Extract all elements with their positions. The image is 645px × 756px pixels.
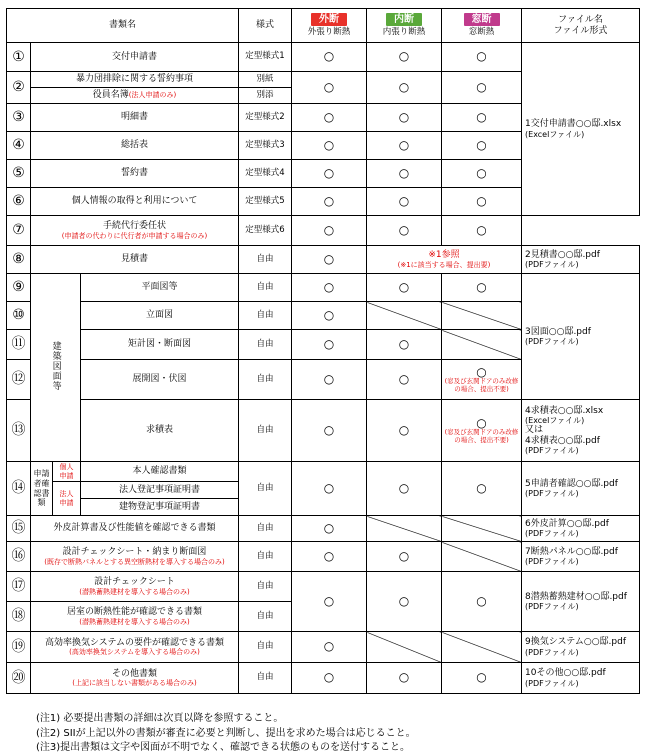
header-file	[522, 9, 640, 43]
corp-text: 法人	[59, 490, 74, 499]
file-name: 9換気システム○○邸.pdf	[525, 637, 627, 648]
row-number: ⑬	[7, 400, 31, 462]
row-number: ⑭	[7, 462, 31, 516]
mark-window: ○	[442, 43, 522, 72]
file-type: (PDFファイル)	[525, 647, 579, 657]
mark-inner: ○	[367, 663, 442, 694]
row-number: ⑲	[7, 632, 31, 663]
doc-name: 平面図等	[81, 274, 239, 302]
file-name: 5申請者確認○○邸.pdf	[525, 478, 618, 489]
doc-name-text: 高効率換気システムの要件が確認できる書類	[44, 637, 225, 648]
row-number: ⑯	[7, 542, 31, 572]
footnotes	[36, 712, 416, 756]
row-number: ②	[7, 72, 31, 104]
mark-window: ○	[442, 274, 522, 302]
file-cell	[522, 43, 640, 216]
doc-style: 自由	[239, 462, 292, 516]
mark-inner: ○	[367, 330, 442, 360]
file-name: 6外皮計算○○邸.pdf	[525, 518, 609, 529]
applicant-docs-group: 申請者確認書類	[31, 462, 53, 516]
mark-outer: ○	[292, 104, 367, 132]
file-name: 4求積表○○邸.xlsx	[525, 405, 604, 416]
doc-name	[31, 663, 239, 694]
header-doc-name: 書類名	[7, 9, 239, 43]
mark-outer: ○	[292, 632, 367, 663]
corp-label	[53, 482, 81, 516]
doc-note: (高効率換気システムを導入する場合のみ)	[69, 648, 200, 657]
mark-inner: ○	[367, 72, 442, 104]
doc-name: 法人登記事項証明書	[81, 482, 239, 499]
file-cell	[522, 516, 640, 542]
mark-window: ○	[442, 104, 522, 132]
reference-note: ※1参照	[428, 250, 460, 261]
mark-window: ○	[442, 132, 522, 160]
file-cell	[522, 632, 640, 663]
doc-style: 自由	[239, 602, 292, 632]
row-number: ⑮	[7, 516, 31, 542]
doc-name: 明細書	[31, 104, 239, 132]
doc-name	[31, 88, 239, 104]
table-row	[7, 462, 640, 482]
header-window	[442, 9, 522, 43]
table-row	[7, 216, 640, 246]
corp-sub: 申請	[59, 498, 74, 507]
not-applicable-cell	[367, 302, 442, 330]
row-number: ⑪	[7, 330, 31, 360]
file-name: 2見積書○○邸.pdf	[525, 249, 600, 260]
mark-inner: ○	[367, 43, 442, 72]
row-number: ⑳	[7, 663, 31, 694]
mark-outer: ○	[292, 462, 367, 516]
file-cell	[522, 246, 640, 274]
row-number: ⑱	[7, 602, 31, 632]
mark-outer: ○	[292, 663, 367, 694]
doc-name: 誓約書	[31, 160, 239, 188]
doc-name: 求積表	[81, 400, 239, 462]
row-number: ⑧	[7, 246, 31, 274]
mark-window: ○	[476, 365, 487, 380]
doc-name-text: 設計チェックシート・納まり断面図	[62, 547, 207, 558]
file-or: 又は	[525, 425, 544, 436]
doc-style: 自由	[239, 542, 292, 572]
not-applicable-cell	[442, 302, 522, 330]
doc-note: (上記に該当しない書類がある場合のみ)	[72, 679, 197, 688]
row-number: ⑤	[7, 160, 31, 188]
mark-inner: ○	[367, 132, 442, 160]
outer-sub: 外張り断熱	[307, 27, 351, 38]
not-applicable-cell	[442, 516, 522, 542]
table-row	[7, 632, 640, 663]
doc-name: 立面図	[81, 302, 239, 330]
row-number: ④	[7, 132, 31, 160]
doc-name-text: その他書類	[112, 668, 158, 679]
reference-note-cell	[367, 246, 522, 274]
file-type: (PDFファイル)	[525, 260, 579, 270]
file-type: (PDFファイル)	[525, 337, 579, 347]
reference-subnote: (※1に該当する場合、提出要)	[397, 260, 491, 269]
doc-name-text: 設計チェックシート	[94, 577, 175, 588]
mark-inner: ○	[367, 542, 442, 572]
not-applicable-cell	[367, 632, 442, 663]
doc-note: (申請者の代わりに代行者が申請する場合のみ)	[61, 231, 208, 240]
not-applicable-cell	[442, 330, 522, 360]
doc-style: 自由	[239, 572, 292, 602]
mark-outer: ○	[292, 216, 367, 246]
mark-window: ○	[476, 416, 487, 431]
doc-name: 暴力団排除に関する誓約事項	[31, 72, 239, 88]
doc-name: 建物登記事項証明書	[81, 499, 239, 516]
table-row	[7, 572, 640, 602]
not-applicable-cell	[367, 516, 442, 542]
mark-inner: ○	[367, 360, 442, 400]
mark-window: ○	[442, 188, 522, 216]
mark-window: ○	[442, 216, 522, 246]
mark-outer: ○	[292, 302, 367, 330]
doc-style: 定型様式5	[239, 188, 292, 216]
doc-style: 自由	[239, 330, 292, 360]
file-cell	[522, 542, 640, 572]
doc-style: 自由	[239, 516, 292, 542]
doc-name-text: 手続代行委任状	[103, 221, 167, 232]
doc-name: 本人確認書類	[81, 462, 239, 482]
doc-name	[31, 542, 239, 572]
table-row	[7, 542, 640, 572]
mark-window-cell	[442, 400, 522, 462]
doc-name: 総括表	[31, 132, 239, 160]
doc-style: 定型様式3	[239, 132, 292, 160]
header-row	[7, 9, 640, 43]
file-name: 1交付申請書○○邸.xlsx	[525, 119, 622, 130]
mark-window: ○	[442, 572, 522, 632]
doc-note: (既存で断熱パネルとする異空断熱材を導入する場合のみ)	[44, 557, 225, 566]
file-type-alt: (PDFファイル)	[525, 446, 579, 456]
table-row	[7, 663, 640, 694]
mark-outer: ○	[292, 360, 367, 400]
file-type: (Excelファイル)	[525, 416, 585, 426]
not-applicable-cell	[442, 542, 522, 572]
file-name: 3図面○○邸.pdf	[525, 326, 591, 337]
file-type: (PDFファイル)	[525, 489, 579, 499]
file-type: (Excelファイル)	[525, 129, 585, 139]
doc-name: 外皮計算書及び性能値を確認できる書類	[31, 516, 239, 542]
doc-style: 定型様式2	[239, 104, 292, 132]
mark-outer: ○	[292, 330, 367, 360]
mark-outer: ○	[292, 274, 367, 302]
mark-outer: ○	[292, 188, 367, 216]
mark-window: ○	[442, 462, 522, 516]
row-number: ⑥	[7, 188, 31, 216]
mark-inner: ○	[367, 274, 442, 302]
mark-window: ○	[442, 72, 522, 104]
footnote-2: (注2) SIIが上記以外の書類が審査に必要と判断し、提出を求めた場合は応じること。	[36, 727, 416, 739]
individual-text: 個人	[59, 463, 74, 472]
mark-inner: ○	[367, 216, 442, 246]
outer-badge: 外断	[311, 13, 347, 27]
mark-outer: ○	[292, 72, 367, 104]
row-number: ⑫	[7, 360, 31, 400]
not-applicable-cell	[442, 632, 522, 663]
mark-inner: ○	[367, 572, 442, 632]
file-cell	[522, 274, 640, 400]
doc-style: 自由	[239, 246, 292, 274]
table-row	[7, 400, 640, 462]
doc-name-text: 役員名簿	[92, 90, 129, 101]
file-cell	[522, 462, 640, 516]
file-type: (PDFファイル)	[525, 602, 579, 612]
file-name: 7断熱パネル○○邸.pdf	[525, 546, 618, 557]
row-number: ⑰	[7, 572, 31, 602]
doc-style: 定型様式6	[239, 216, 292, 246]
file-name: 8潜熱蓄熱建材○○邸.pdf	[525, 591, 627, 602]
file-type: (PDFファイル)	[525, 678, 579, 688]
doc-style: 自由	[239, 274, 292, 302]
doc-name	[31, 572, 239, 602]
mark-inner: ○	[367, 160, 442, 188]
doc-style: 自由	[239, 663, 292, 694]
mark-window: ○	[442, 160, 522, 188]
mark-outer: ○	[292, 516, 367, 542]
header-style: 様式	[239, 9, 292, 43]
doc-style: 自由	[239, 360, 292, 400]
row-number: ⑦	[7, 216, 31, 246]
doc-style: 自由	[239, 400, 292, 462]
doc-note: (潜熱蓄熱建材を導入する場合のみ)	[79, 617, 190, 626]
mark-outer: ○	[292, 246, 367, 274]
mark-note: (窓及び玄関ドアのみ改修の場合、提出不要)	[444, 428, 519, 444]
doc-style: 自由	[239, 302, 292, 330]
file-name-alt: 4求積表○○邸.pdf	[525, 435, 600, 446]
doc-style: 自由	[239, 632, 292, 663]
file-cell	[522, 400, 640, 462]
mark-outer: ○	[292, 160, 367, 188]
window-badge: 窓断	[464, 13, 500, 27]
header-file-label: ファイル名 ファイル形式	[553, 15, 608, 36]
mark-inner: ○	[367, 400, 442, 462]
mark-inner: ○	[367, 104, 442, 132]
mark-outer: ○	[292, 542, 367, 572]
doc-name-text: 居室の断熱性能が確認できる書類	[67, 607, 203, 618]
table-row	[7, 43, 640, 72]
window-sub: 窓断熱	[468, 27, 495, 38]
mark-outer: ○	[292, 572, 367, 632]
mark-inner: ○	[367, 188, 442, 216]
mark-window-cell	[442, 360, 522, 400]
doc-style: 別紙	[239, 72, 292, 88]
row-number: ③	[7, 104, 31, 132]
mark-outer: ○	[292, 43, 367, 72]
table-row	[7, 246, 640, 274]
file-cell	[522, 572, 640, 632]
individual-sub: 申請	[59, 471, 74, 480]
table-row	[7, 274, 640, 302]
doc-note: (法人申請のみ)	[128, 91, 177, 100]
mark-outer: ○	[292, 132, 367, 160]
submission-documents-table	[6, 8, 640, 694]
doc-name: 個人情報の取得と利用について	[31, 188, 239, 216]
doc-style: 定型様式1	[239, 43, 292, 72]
doc-name: 展開図・伏図	[81, 360, 239, 400]
mark-outer: ○	[292, 400, 367, 462]
doc-note: (潜熱蓄熱建材を導入する場合のみ)	[79, 587, 190, 596]
drawings-group-label: 建築図面等	[50, 340, 61, 391]
mark-window: ○	[442, 663, 522, 694]
row-number: ⑨	[7, 274, 31, 302]
doc-name	[31, 216, 239, 246]
footnote-3: (注3)提出書類は文字や図面が不明でなく、確認できる状態のものを送付すること。	[36, 742, 410, 753]
row-number: ⑩	[7, 302, 31, 330]
doc-style: 定型様式4	[239, 160, 292, 188]
inner-sub: 内張り断熱	[382, 27, 426, 38]
footnote-1: (注1) 必要提出書類の詳細は次頁以降を参照すること。	[36, 713, 284, 724]
inner-badge: 内断	[386, 13, 422, 27]
header-inner	[367, 9, 442, 43]
row-number: ①	[7, 43, 31, 72]
header-outer	[292, 9, 367, 43]
individual-label	[53, 462, 81, 482]
file-cell	[522, 663, 640, 694]
doc-name: 交付申請書	[31, 43, 239, 72]
file-type: (PDFファイル)	[525, 529, 579, 539]
doc-style: 別添	[239, 88, 292, 104]
doc-name: 矩計図・断面図	[81, 330, 239, 360]
doc-name	[31, 602, 239, 632]
doc-name	[31, 632, 239, 663]
file-type: (PDFファイル)	[525, 557, 579, 567]
file-name: 10その他○○邸.pdf	[525, 668, 606, 679]
table-row	[7, 516, 640, 542]
mark-inner: ○	[367, 462, 442, 516]
doc-name: 見積書	[31, 246, 239, 274]
mark-note: (窓及び玄関ドアのみ改修の場合、提出不要)	[444, 377, 519, 393]
drawings-group	[31, 274, 81, 462]
